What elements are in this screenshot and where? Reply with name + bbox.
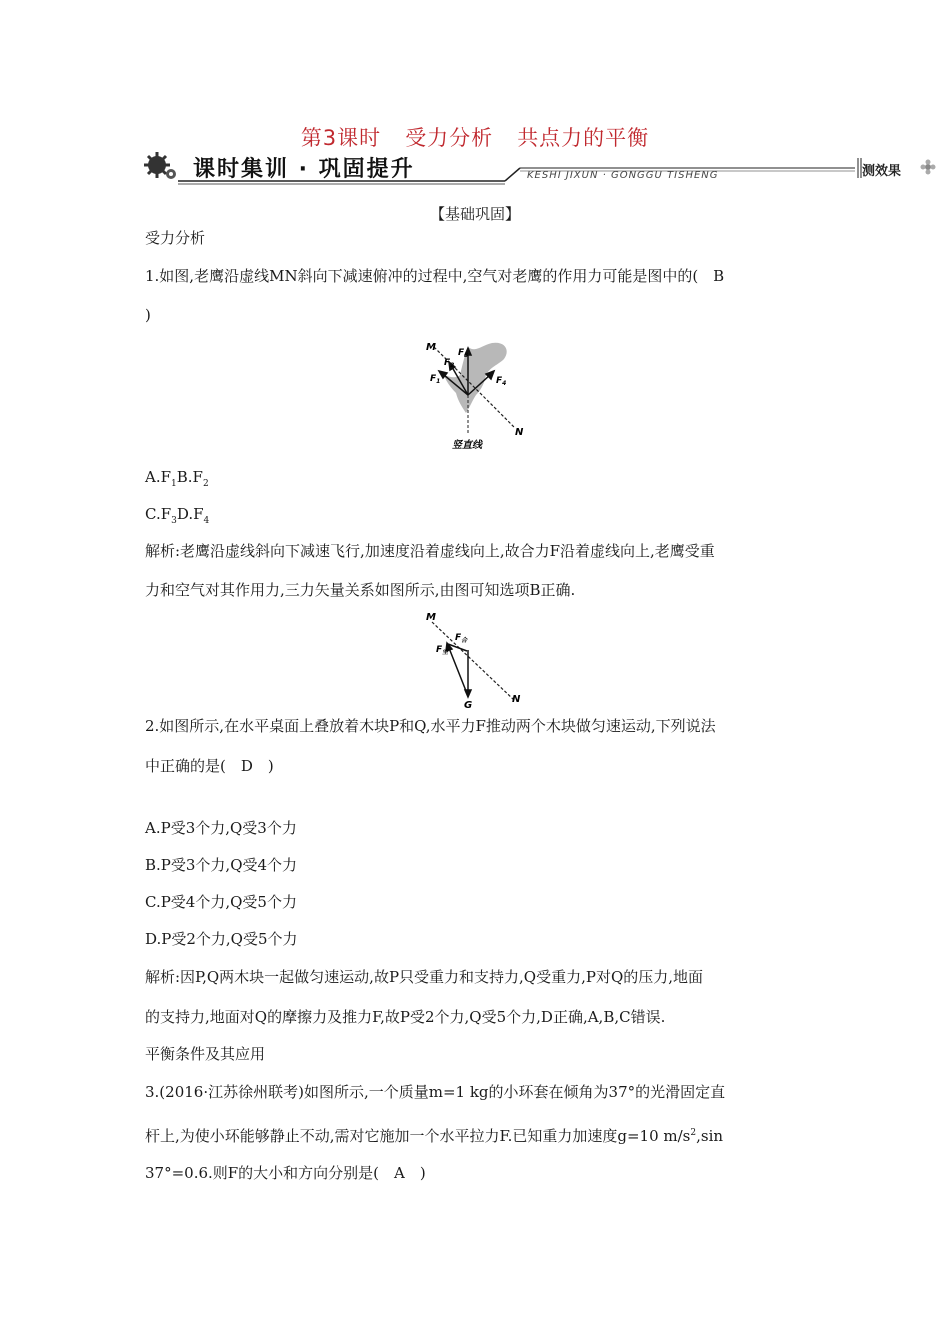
title-topic-2: 共点力的平衡	[517, 126, 650, 150]
svg-text:F4	[496, 376, 506, 387]
label-f1: F	[430, 374, 437, 384]
svg-text:F2	[444, 358, 454, 369]
banner-pinyin: KESHI JIXUN · GONGGU TISHENG	[527, 170, 719, 181]
label-vertical: 竖直线	[452, 440, 482, 451]
q3-stem-line2: 杆上,为使小环能够静止不动,需对它施加一个水平拉力F.已知重力加速度g=10 $m/s^2,\sin$	[145, 1127, 724, 1145]
q1-eagle-figure	[420, 335, 540, 453]
svg-text:F合	[455, 633, 468, 644]
arrow-f-kong	[449, 648, 468, 696]
q1-option-d: $D.F_4$	[176, 505, 210, 526]
label-f3-sub: 3	[464, 352, 469, 359]
q1-analysis-line1: 解析:老鹰沿虚线斜向下减速飞行,加速度沿着虚线向上,故合力F沿着虚线向上,老鹰受重	[145, 542, 715, 560]
subsection-heading-equilibrium: 平衡条件及其应用	[145, 1045, 266, 1063]
label-f3: F	[458, 348, 465, 358]
q1-analysis-line2: 力和空气对其作用力,三力矢量关系如图所示,由图可知选项B正确.	[145, 581, 576, 599]
q2-option-b: B.P受3个力,Q受4个力	[145, 856, 298, 874]
q2-option-c: C.P受4个力,Q受5个力	[145, 893, 297, 911]
q2-stem-line2: 中正确的是( D )	[145, 757, 274, 775]
svg-text:F1	[430, 374, 440, 385]
label-m-2: M	[426, 612, 436, 623]
q1-stem-line2: )	[145, 306, 151, 324]
q3-stem-line1: 3.(2016·江苏徐州联考)如图所示,一个质量m=1 kg的小环套在倾角为37°的光滑固定直	[145, 1083, 726, 1101]
label-n: N	[515, 427, 524, 438]
label-f-kong-sub: 空	[442, 649, 449, 656]
label-f2-sub: 2	[450, 362, 455, 369]
q1-option-c: $C.F_3$	[145, 505, 177, 526]
label-f2: F	[444, 358, 451, 368]
gear-icon	[144, 152, 176, 179]
q2-analysis-line2: 的支持力,地面对Q的摩擦力及推力F,故P受2个力,Q受5个力,D正确,A,B,C错误.	[145, 1008, 666, 1026]
flower-icon	[921, 160, 936, 175]
section-heading-basic: 【基础巩固】	[429, 205, 520, 223]
q1-vector-triangle-figure	[422, 610, 532, 710]
q1-stem-line1: 1.如图,老鹰沿虚线MN斜向下减速俯冲的过程中,空气对老鹰的作用力可能是图中的( B	[145, 267, 725, 285]
title-topic-1: 受力分析	[405, 126, 494, 150]
label-f-he-sub: 合	[461, 637, 468, 644]
q1-option-b: $B.F_2$	[176, 468, 209, 489]
label-f1-sub: 1	[436, 378, 441, 385]
line-mn-2	[432, 622, 514, 700]
label-f4: F	[496, 376, 503, 386]
q1-options-cd	[145, 504, 209, 531]
q3-stem-line3: 37°=0.6.则F的大小和方向分别是( A )	[145, 1164, 426, 1182]
lesson-number: 第3课时	[300, 126, 382, 150]
q2-option-a: A.P受3个力,Q受3个力	[145, 819, 297, 837]
q1-options-ab	[145, 467, 209, 494]
label-f-kong: F	[436, 645, 443, 655]
banner-right-label: 测效果	[862, 164, 902, 179]
banner-title: 课时集训 · 巩固提升	[193, 157, 415, 182]
label-m: M	[426, 342, 436, 353]
label-g: G	[464, 700, 473, 710]
label-f-he: F	[455, 633, 462, 643]
q2-option-d: D.P受2个力,Q受5个力	[145, 930, 298, 948]
q2-stem-line1: 2.如图所示,在水平桌面上叠放着木块P和Q,水平力F推动两个木块做匀速运动,下列说法	[145, 717, 716, 735]
q2-analysis-line1: 解析:因P,Q两木块一起做匀速运动,故P只受重力和支持力,Q受重力,P对Q的压力,地面	[145, 968, 704, 986]
subsection-heading-force-analysis: 受力分析	[145, 229, 206, 247]
q1-option-a: $A.F_1$	[145, 468, 177, 489]
label-n-2: N	[512, 694, 521, 705]
label-f4-sub: 4	[502, 380, 507, 387]
